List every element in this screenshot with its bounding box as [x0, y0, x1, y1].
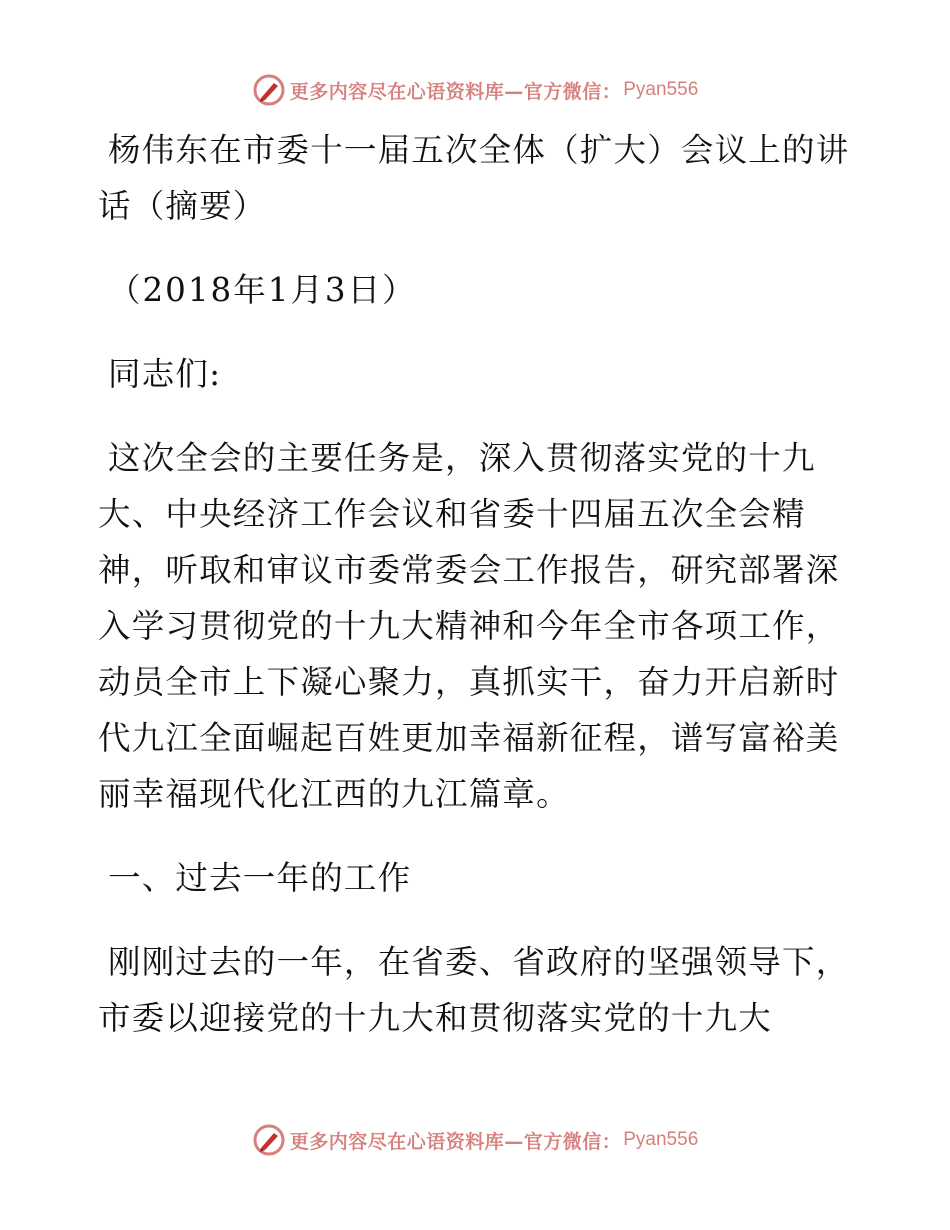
- document-date: （2018年1月3日）: [108, 271, 417, 309]
- watermark-text: 更多内容尽在心语资料库—官方微信：: [289, 80, 622, 103]
- footer-watermark: [0, 1120, 950, 1160]
- watermark-wechat-id: Pyan556: [623, 1129, 699, 1150]
- document-title: 杨伟东在市委十一届五次全体（扩大）会议上的讲话（摘要）: [98, 131, 850, 225]
- pen-logo-icon: [252, 73, 286, 107]
- watermark-wechat-id: Pyan556: [623, 79, 699, 100]
- section-paragraph: 刚刚过去的一年，在省委、省政府的坚强领导下，市委以迎接党的十九大和贯彻落实党的十九大: [98, 943, 850, 1037]
- pen-logo-icon: [252, 1123, 286, 1157]
- document-body: [98, 122, 850, 1074]
- watermark-text: 更多内容尽在心语资料库—官方微信：: [289, 1130, 622, 1153]
- salutation: 同志们:: [108, 355, 222, 393]
- section-heading: 一、过去一年的工作: [108, 859, 412, 897]
- intro-paragraph: 这次全会的主要任务是，深入贯彻落实党的十九大、中央经济工作会议和省委十四届五次全会精神，听取和审议市委常委会工作报告，研究部署深入学习贯彻党的十九大精神和今年全市各项工作，动员全市上下凝心聚力，真抓实干，奋力开启新时代九江全面崛起百姓更加幸福新征程，谱写富裕美丽幸福现代化江西的九江篇章。: [98, 439, 840, 813]
- header-watermark: [0, 70, 950, 110]
